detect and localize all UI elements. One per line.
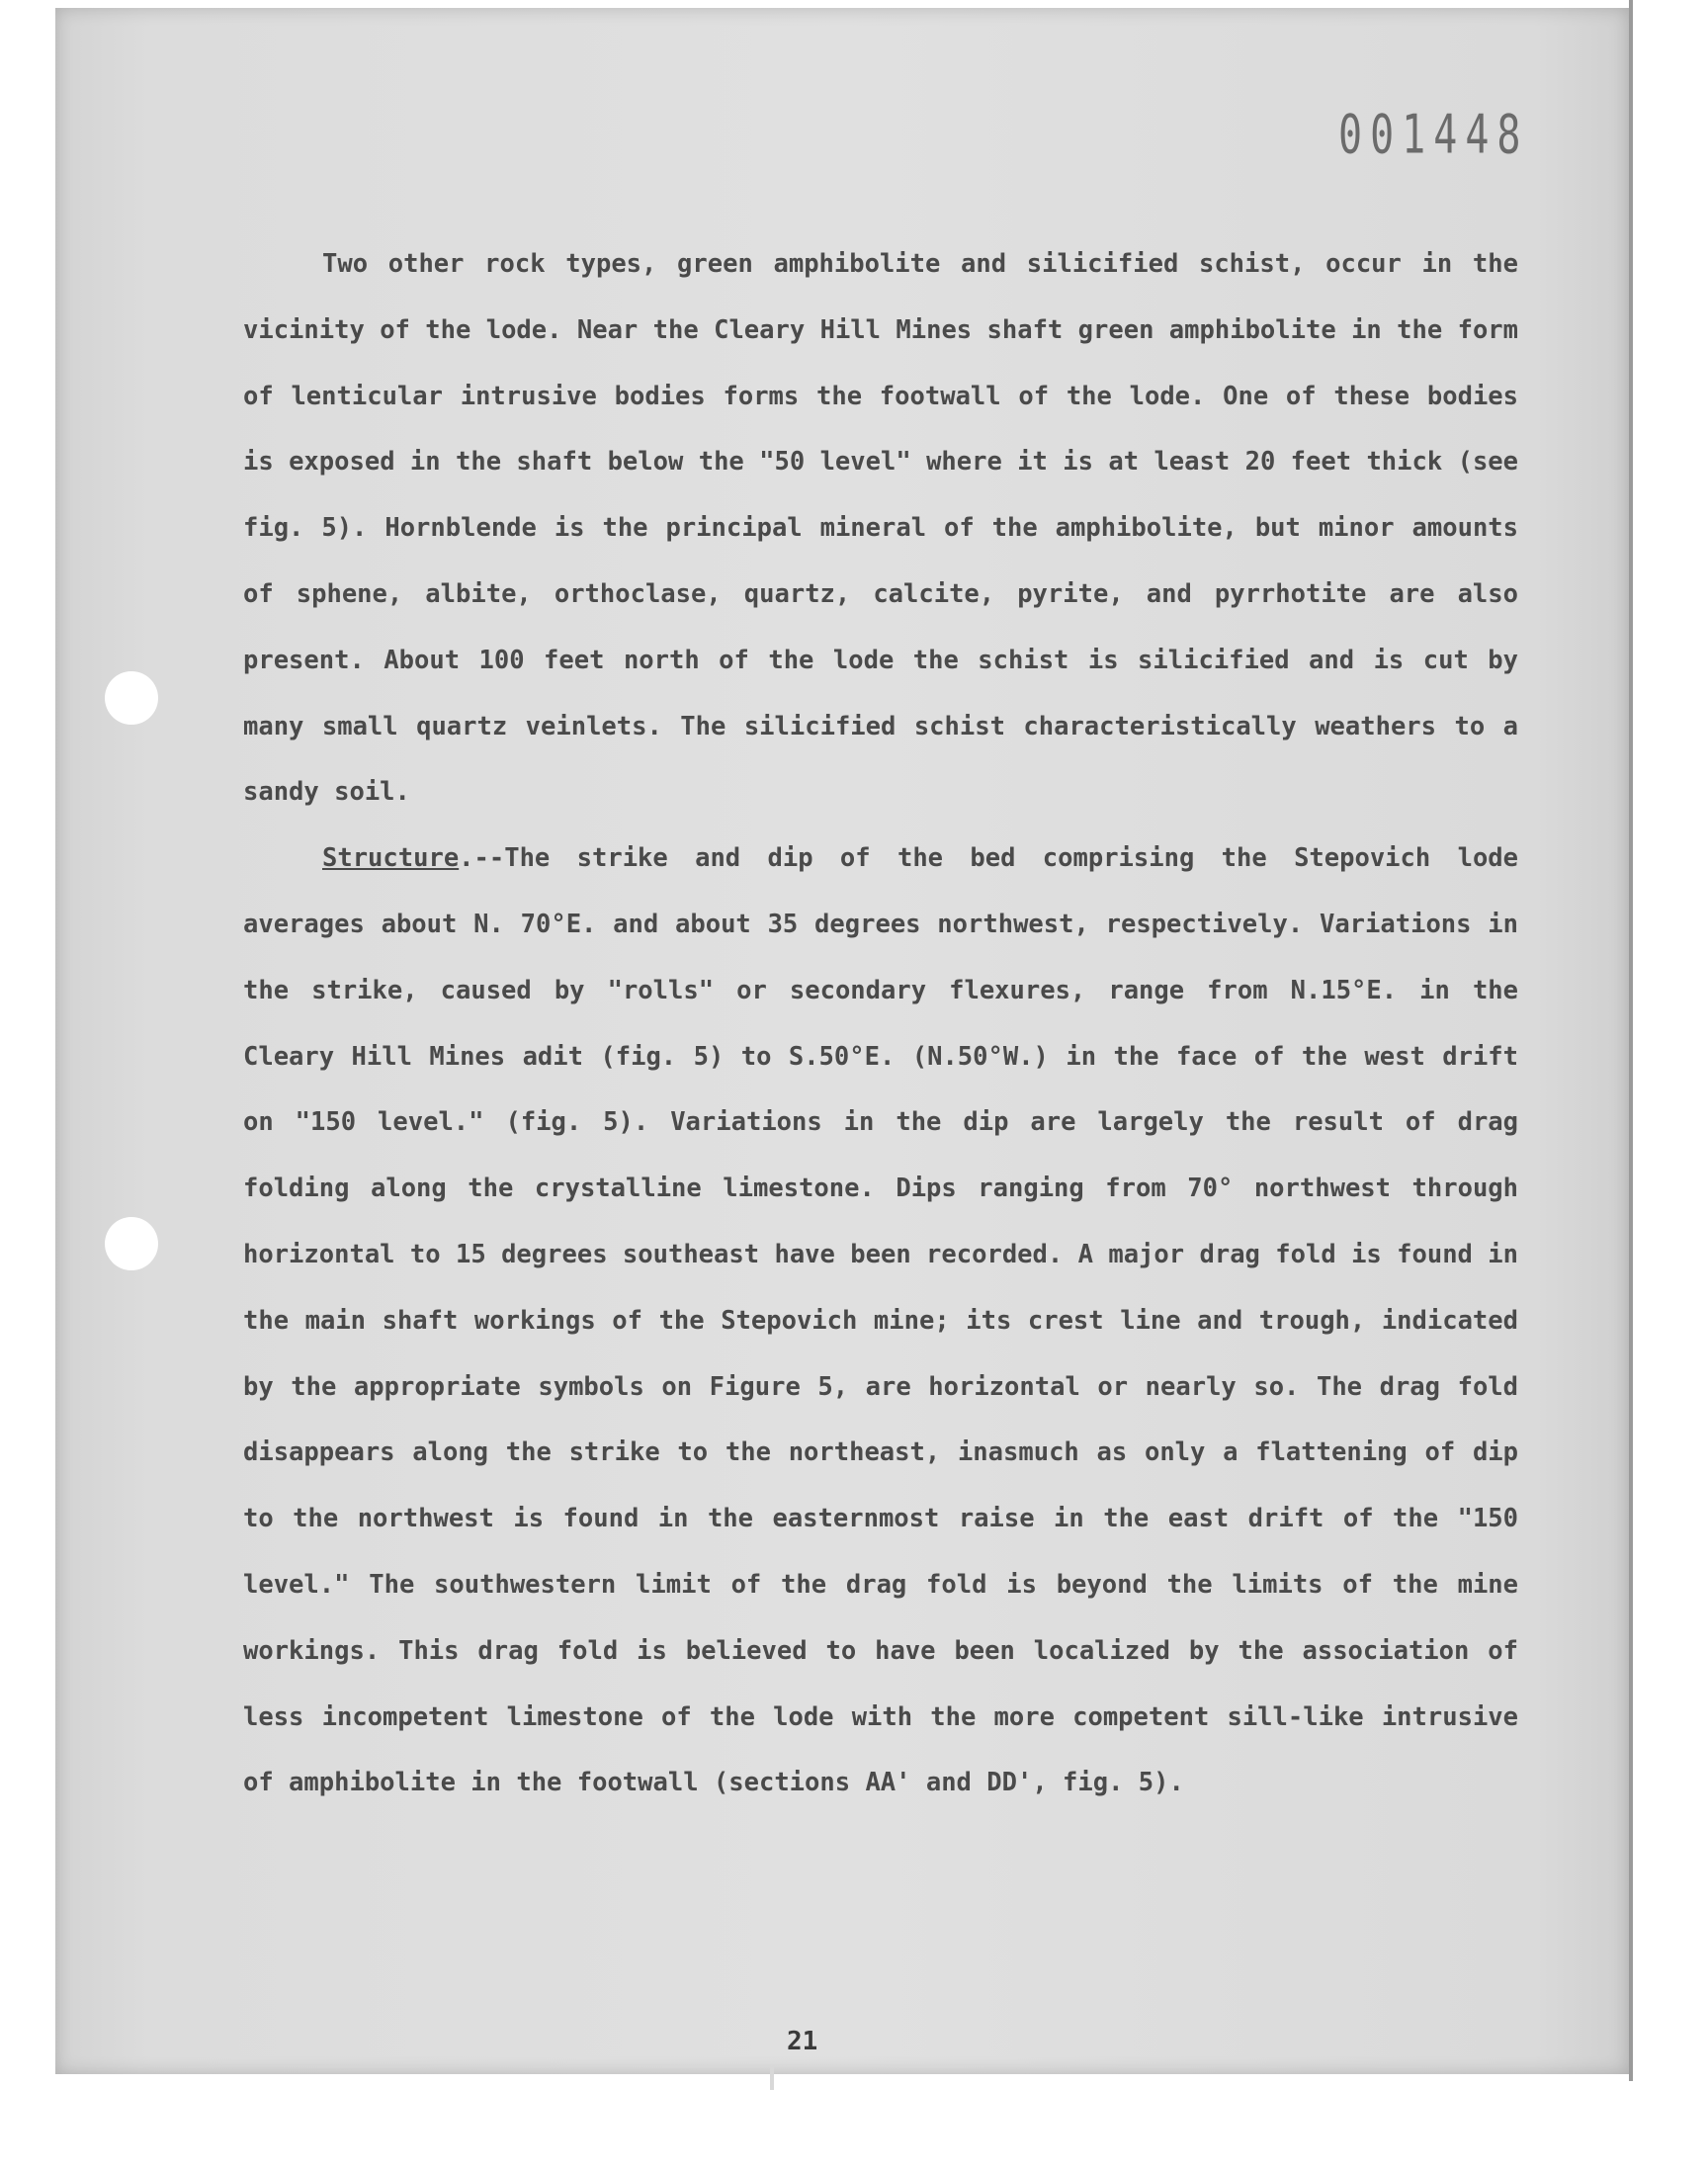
structure-text: .--The strike and dip of the bed comprising the Stepovich lode averages about N. 70°E. and about 35 degrees northwest, respectively. Variations in the strike, caused by "rolls" or secondary flexures, range from N.15°E. in the Cleary Hill Mines adit (fig. 5) to S.50°E. (N.50°W.) in the face of the west drift on "150 level." (fig. 5). Variations in the dip are largely the result of drag folding along the crystalline limestone. Dips ranging from 70° northwest through horizontal to 15 degrees southeast have been recorded. A major drag fold is found in the main shaft workings of the Stepovich mine; its crest line and trough, indicated by the appropriate symbols on Figure 5, are horizontal or nearly so. The drag fold disappears along the strike to the northeast, inasmuch as only a flattening of dip to the northwest is found in the easternmost raise in the east drift of the "150 level." The southwestern limit of the drag fold is beyond the limits of the mine workings. This drag fold is believed to have been localized by the association of less incompetent limestone of the lode with the more competent sill-like intrusive of amphibolite in the footwall (sections AA' and DD', fig. 5). <box>243 843 1518 1798</box>
section-heading-structure: Structure <box>322 843 460 874</box>
punch-hole-top <box>105 671 158 725</box>
paper-edge <box>1629 0 1633 2081</box>
scan-artifact <box>770 2066 774 2090</box>
page-number: 21 <box>787 2027 818 2056</box>
paragraph-structure <box>243 826 1518 1816</box>
punch-hole-bottom <box>105 1217 158 1270</box>
document-number: 001448 <box>1338 105 1529 167</box>
paragraph-rock-types: Two other rock types, green amphibolite and silicified schist, occur in the vicinity of the lode. Near the Cleary Hill Mines shaft green amphibolite in the form of lenticular intrusive bodies forms the footwall of the lode. One of these bodies is exposed in the shaft below the "50 level" where it is at least 20 feet thick (see fig. 5). Hornblende is the principal mineral of the amphibolite, but minor amounts of sphene, albite, orthoclase, quartz, calcite, pyrite, and pyrrhotite are also present. About 100 feet north of the lode the schist is silicified and is cut by many small quartz veinlets. The silicified schist characteristically weathers to a sandy soil. <box>243 249 1518 808</box>
body-text <box>243 231 1518 1816</box>
